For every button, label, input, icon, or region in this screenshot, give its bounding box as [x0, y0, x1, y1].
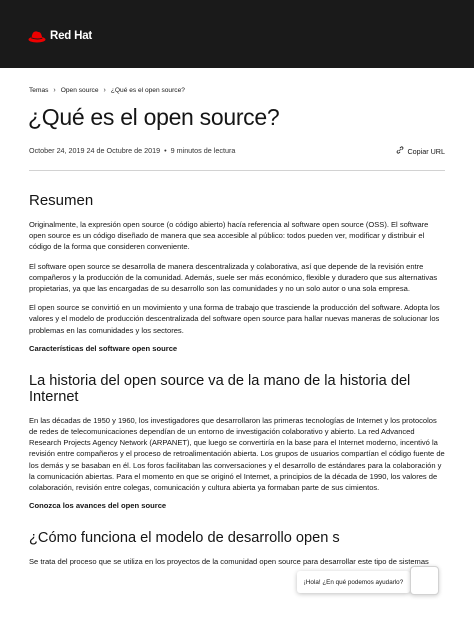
- copy-url-label: Copiar URL: [407, 146, 445, 156]
- logo-text: Red Hat: [50, 30, 93, 42]
- paragraph: El open source se convirtió en un movimiento y una forma de trabajo que trasciende la producción del software. Adopta los valores y el modelo de producción descentralizada del software open source para hallar nuevas maneras de solucionar los problemas en las comunidades y los sectores.: [29, 303, 440, 335]
- breadcrumb: [29, 87, 185, 94]
- site-header: [0, 0, 474, 68]
- chevron-right-icon: ›: [103, 87, 106, 94]
- section-heading-resumen: Resumen: [29, 192, 94, 209]
- chat-greeting-bubble[interactable]: ¡Hola! ¿En qué podemos ayudarlo?: [297, 571, 410, 593]
- copy-url-button[interactable]: [396, 146, 445, 156]
- section-heading-modelo: ¿Cómo funciona el modelo de desarrollo open s: [29, 530, 340, 547]
- section-heading-historia: La historia del open source va de la mano de la historia del Internet: [29, 372, 411, 405]
- features-link[interactable]: Características del software open source: [29, 343, 178, 353]
- breadcrumb-item-current: ¿Qué es el open source?: [110, 87, 185, 94]
- paragraph: Originalmente, la expresión open source (o código abierto) hacía referencia al software open source (OSS). El software open source es un código diseñado de manera que sea accesible al público: todos pueden ver, modificar y distribuir el código de la forma que consideren conveniente.: [29, 220, 429, 252]
- paragraph: Se trata del proceso que se utiliza en los proyectos de la comunidad open source para desarrollar este tipo de sistemas: [29, 557, 429, 567]
- chevron-right-icon: ›: [53, 87, 56, 94]
- red-hat-fedora-icon: [28, 29, 46, 43]
- page-title: ¿Qué es el open source?: [28, 104, 280, 130]
- advances-link[interactable]: Conozca los avances del open source: [29, 501, 167, 511]
- link-icon: [396, 146, 404, 156]
- divider: [29, 170, 445, 171]
- publish-date: October 24, 2019 24 de Octubre de 2019: [29, 146, 161, 155]
- meta-separator: •: [164, 146, 167, 155]
- reading-time: 9 minutos de lectura: [170, 146, 236, 155]
- breadcrumb-item-open-source[interactable]: Open source: [60, 87, 99, 94]
- paragraph: En las décadas de 1950 y 1960, los investigadores que desarrollaron las primeras tecnologías de Internet y los protocolos de redes de telecomunicaciones dependían de un entorno de investigación colaborativo y abierto. La red Advanced Research Projects Agency Network (ARPANET), que luego se convertiría en la base para el Internet moderno, incentivó la revisión entre compañeros y el proceso de retroalimentación abierta. Los grupos de usuarios compartían el código fuente de los demás y se basaban en él. Los foros facilitaban las conversaciones y el desarrollo de estándares para la colaboración y la comunicación abiertas. Para el momento en que se originó el Internet, a principios de la década de 1990, los valores de colaboración, revisión entre colegas, comunicación y cultura abierta ya formaban parte de sus cimientos.: [29, 415, 445, 493]
- article-body: [29, 192, 445, 575]
- article-meta: [29, 146, 235, 155]
- chat-button[interactable]: [410, 566, 439, 595]
- paragraph: El software open source se desarrolla de manera descentralizada y colaborativa, así que depende de la revisión entre compañeros y la producción de la comunidad. Además, suele ser más económico, flexible y duradero que sus alternativas propietarias, ya que las encargadas de su desarrollo son las comunidades y no un solo autor o una sola empresa.: [29, 261, 438, 294]
- breadcrumb-item-temas[interactable]: Temas: [29, 87, 49, 94]
- red-hat-logo[interactable]: [28, 29, 92, 43]
